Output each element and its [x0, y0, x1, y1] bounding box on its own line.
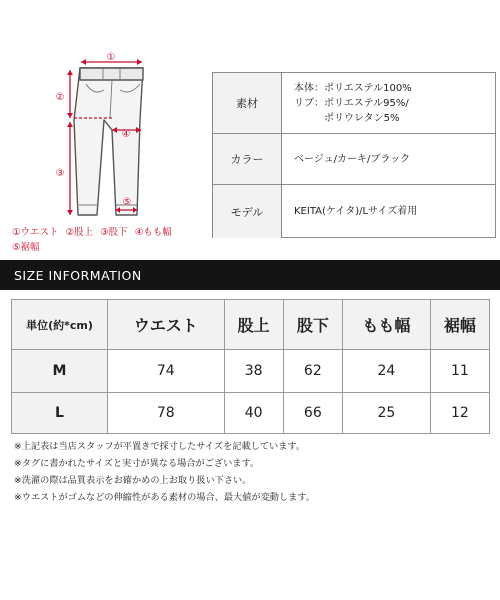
column-header-rise: 股上 [224, 300, 283, 350]
table-cell: 25 [342, 393, 430, 434]
note-line: ※タグに書かれたサイズと実寸が異なる場合がございます。 [14, 458, 260, 469]
table-cell: 24 [342, 350, 430, 393]
column-header-waist: ウエスト [108, 300, 225, 350]
color-line: ベージュ/カーキ/ブラック [294, 153, 411, 165]
note-line: ※上記表は当店スタッフが平置きで採寸したサイズを記載しています。 [14, 441, 306, 452]
table-row [12, 393, 490, 434]
legend-rise: ②股上 [65, 227, 94, 238]
unit-label: 単位(約*cm) [12, 300, 108, 350]
marker-rise: ② [55, 92, 65, 103]
color-row-label: カラー [213, 134, 282, 184]
size-table-header-row [12, 300, 490, 350]
marker-waist: ① [106, 52, 116, 63]
table-cell: 66 [283, 393, 342, 434]
material-line: ポリウレタン5% [324, 112, 400, 124]
pants-measurement-diagram [0, 0, 215, 260]
column-header-hem: 裾幅 [430, 300, 489, 350]
marker-thigh: ④ [121, 129, 131, 140]
table-cell: 12 [430, 393, 489, 434]
material-line: リブ：ポリエステル95%/ [294, 97, 409, 109]
table-cell: 74 [108, 350, 225, 393]
table-cell: 78 [108, 393, 225, 434]
material-row-value [282, 73, 495, 133]
material-row [213, 73, 495, 133]
size-label: L [12, 393, 108, 434]
legend-hem: ⑤裾幅 [12, 242, 40, 253]
table-row [12, 350, 490, 393]
legend-waist: ①ウエスト [12, 227, 59, 238]
table-cell: 40 [224, 393, 283, 434]
size-notes [14, 438, 494, 506]
model-row-value [282, 185, 495, 238]
section-title: SIZE INFORMATION [14, 267, 142, 283]
table-cell: 38 [224, 350, 283, 393]
legend-thigh: ④もも幅 [134, 227, 172, 238]
size-information-band [0, 260, 500, 290]
marker-inseam: ③ [55, 168, 65, 179]
size-table [11, 299, 490, 434]
column-header-inseam: 股下 [283, 300, 342, 350]
color-row-value [282, 134, 495, 184]
color-row [213, 133, 495, 184]
size-label: M [12, 350, 108, 393]
model-row-label: モデル [213, 185, 282, 238]
model-row [213, 184, 495, 238]
marker-hem: ⑤ [122, 197, 132, 208]
legend-inseam: ③股下 [100, 227, 128, 238]
model-line: KEITA(ケイタ)/Lサイズ着用 [294, 206, 418, 217]
pants-illustration [0, 0, 215, 230]
material-table [212, 72, 496, 238]
table-cell: 11 [430, 350, 489, 393]
note-line: ※ウエストがゴムなどの伸縮性がある素材の場合、最大値が変動します。 [14, 492, 315, 503]
material-row-label: 素材 [213, 73, 282, 133]
column-header-thigh: もも幅 [342, 300, 430, 350]
material-line: 本体：ポリエステル100% [294, 82, 412, 94]
note-line: ※洗濯の際は品質表示をお確かめの上お取り扱い下さい。 [14, 475, 252, 486]
diagram-legend [12, 225, 212, 255]
table-cell: 62 [283, 350, 342, 393]
